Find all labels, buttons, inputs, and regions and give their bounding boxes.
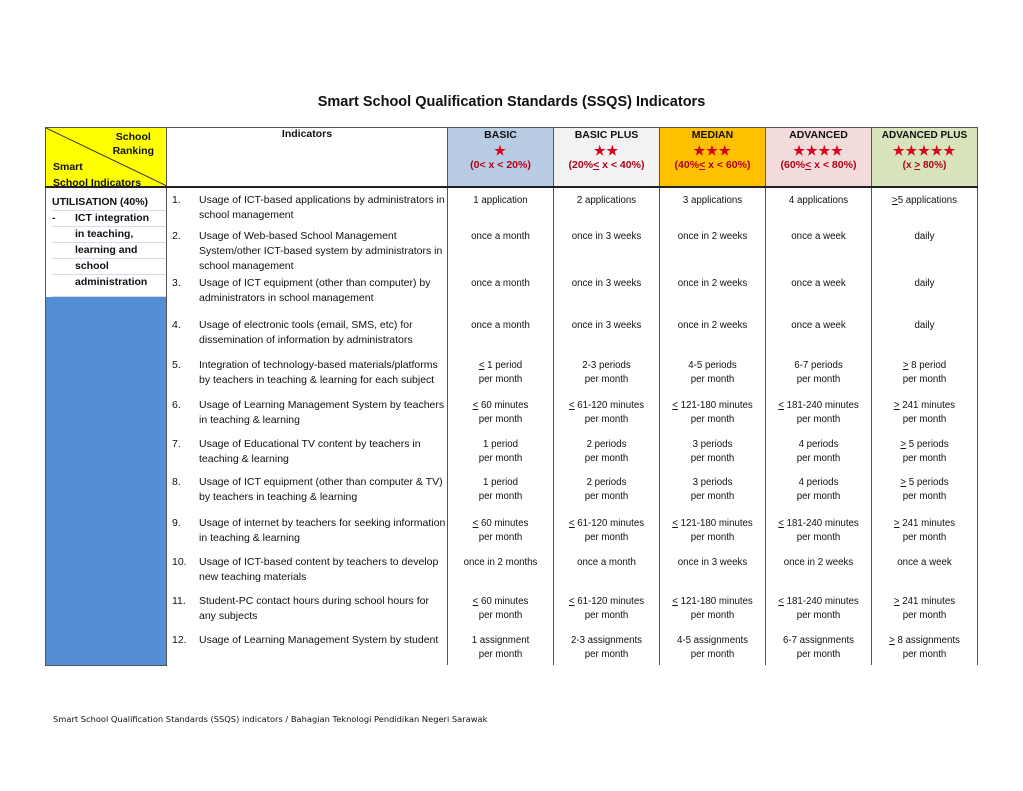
indicator-number: 9. bbox=[172, 517, 181, 529]
criteria-line: once in 3 weeks bbox=[571, 231, 642, 242]
level-header-basic: BASIC ★ (0< x < 20%) bbox=[448, 128, 554, 188]
indicator-number: 5. bbox=[172, 359, 181, 371]
criteria-cell bbox=[448, 510, 554, 549]
indicator-number: 8. bbox=[172, 476, 181, 488]
criteria-cell bbox=[660, 549, 766, 588]
criteria-line: > 8 assignments bbox=[889, 635, 960, 646]
criteria-cell bbox=[554, 627, 660, 665]
table-row bbox=[46, 352, 978, 392]
indicator-cell bbox=[167, 549, 448, 588]
indicator-number: 10. bbox=[172, 556, 187, 568]
indicator-text: Usage of internet by teachers for seeking information in teaching & learning bbox=[199, 517, 446, 544]
criteria-cell bbox=[554, 352, 660, 392]
criteria-line: per month bbox=[584, 373, 629, 385]
indicator-text: Usage of Educational TV content by teachers in teaching & learning bbox=[199, 438, 421, 465]
criteria-line: 1 period bbox=[482, 477, 518, 488]
criteria-line: 1 application bbox=[473, 195, 528, 206]
criteria-cell bbox=[766, 627, 872, 665]
indicator-cell bbox=[167, 313, 448, 352]
criteria-cell bbox=[660, 588, 766, 627]
criteria-line: per month bbox=[690, 531, 735, 543]
criteria-line: 6-7 periods bbox=[794, 360, 843, 371]
criteria-line: daily bbox=[914, 231, 935, 242]
criteria-line: per month bbox=[690, 452, 735, 464]
indicator-cell bbox=[167, 627, 448, 665]
indicator-text: Usage of Learning Management System by teachers in teaching & learning bbox=[199, 399, 445, 426]
utilisation-label: UTILISATION (40%) - ICT integration in teaching, learning and school administration bbox=[46, 188, 166, 297]
table-row bbox=[46, 431, 978, 470]
criteria-line: per month bbox=[690, 609, 735, 621]
indicator-number: 3. bbox=[172, 277, 181, 289]
criteria-cell bbox=[660, 274, 766, 313]
criteria-line: > 241 minutes bbox=[893, 596, 956, 607]
indicator-cell bbox=[167, 392, 448, 431]
criteria-line: per month bbox=[796, 648, 841, 660]
table-row bbox=[46, 274, 978, 313]
indicator-cell bbox=[167, 470, 448, 510]
criteria-line: per month bbox=[584, 609, 629, 621]
criteria-line: < 181-240 minutes bbox=[778, 596, 859, 607]
indicator-text: Student-PC contact hours during school hours for any subjects bbox=[199, 595, 429, 622]
criteria-line: per month bbox=[796, 609, 841, 621]
criteria-cell bbox=[554, 392, 660, 431]
corner-indicators-label: Smart School Indicators bbox=[53, 161, 142, 187]
criteria-line: 3 applications bbox=[682, 195, 743, 206]
criteria-line: once a week bbox=[791, 320, 846, 331]
criteria-line: per month bbox=[902, 373, 947, 385]
table-row bbox=[46, 224, 978, 274]
criteria-line: < 61-120 minutes bbox=[568, 400, 645, 411]
criteria-line: 2 periods bbox=[586, 477, 627, 488]
criteria-cell bbox=[660, 431, 766, 470]
criteria-line: 4 applications bbox=[788, 195, 849, 206]
criteria-cell bbox=[766, 549, 872, 588]
level-header-basic-plus: BASIC PLUS ★★ (20%< x < 40%) bbox=[554, 128, 660, 188]
criteria-line: < 60 minutes bbox=[472, 596, 529, 607]
table-row bbox=[46, 187, 978, 224]
criteria-line: once a month bbox=[471, 278, 530, 289]
criteria-cell bbox=[766, 352, 872, 392]
criteria-line: 2-3 periods bbox=[582, 360, 631, 371]
corner-cell bbox=[46, 128, 167, 188]
criteria-line: 4-5 assignments bbox=[676, 635, 749, 646]
criteria-cell bbox=[448, 352, 554, 392]
criteria-line: once a week bbox=[791, 278, 846, 289]
indicator-number: 1. bbox=[172, 194, 181, 206]
criteria-cell bbox=[554, 549, 660, 588]
criteria-line: < 60 minutes bbox=[472, 400, 529, 411]
indicator-number: 7. bbox=[172, 438, 181, 450]
indicator-cell bbox=[167, 224, 448, 274]
utilisation-cell bbox=[46, 187, 167, 665]
criteria-cell bbox=[872, 352, 978, 392]
criteria-line: per month bbox=[478, 452, 523, 464]
criteria-cell bbox=[554, 588, 660, 627]
level-header-advanced: ADVANCED ★★★★ (60%< x < 80%) bbox=[766, 128, 872, 188]
criteria-cell bbox=[872, 224, 978, 274]
table-row bbox=[46, 627, 978, 665]
indicator-text: Usage of Web-based School Management System/other ICT-based system by administrators in school management bbox=[199, 230, 443, 272]
criteria-cell bbox=[448, 588, 554, 627]
criteria-cell bbox=[872, 274, 978, 313]
indicator-cell bbox=[167, 588, 448, 627]
criteria-cell bbox=[660, 224, 766, 274]
criteria-cell bbox=[766, 187, 872, 224]
criteria-line: < 61-120 minutes bbox=[568, 596, 645, 607]
header-row bbox=[46, 128, 978, 188]
indicator-cell bbox=[167, 352, 448, 392]
indicator-number: 2. bbox=[172, 230, 181, 242]
criteria-line: < 121-180 minutes bbox=[672, 518, 753, 529]
criteria-line: per month bbox=[584, 490, 629, 502]
table-row bbox=[46, 510, 978, 549]
indicator-cell bbox=[167, 431, 448, 470]
table-row bbox=[46, 549, 978, 588]
criteria-cell bbox=[448, 392, 554, 431]
table-row bbox=[46, 588, 978, 627]
criteria-cell bbox=[660, 352, 766, 392]
criteria-cell bbox=[766, 313, 872, 352]
criteria-cell bbox=[448, 627, 554, 665]
criteria-cell bbox=[660, 470, 766, 510]
criteria-line: once in 3 weeks bbox=[571, 278, 642, 289]
criteria-cell bbox=[872, 313, 978, 352]
level-header-median: MEDIAN ★★★ (40%< x < 60%) bbox=[660, 128, 766, 188]
indicator-text: Usage of ICT equipment (other than computer & TV) by teachers in teaching & learning bbox=[199, 476, 443, 503]
criteria-line: per month bbox=[796, 531, 841, 543]
criteria-line: per month bbox=[902, 531, 947, 543]
criteria-line: < 181-240 minutes bbox=[778, 518, 859, 529]
criteria-line: per month bbox=[796, 452, 841, 464]
criteria-cell bbox=[766, 588, 872, 627]
criteria-cell bbox=[554, 313, 660, 352]
indicator-text: Usage of Learning Management System by student bbox=[199, 634, 439, 646]
indicator-number: 12. bbox=[172, 634, 187, 646]
star-icon: ★★★★ bbox=[793, 143, 844, 158]
criteria-line: once in 2 weeks bbox=[677, 320, 748, 331]
criteria-cell bbox=[448, 224, 554, 274]
indicators-header: Indicators bbox=[167, 128, 448, 188]
criteria-cell bbox=[554, 431, 660, 470]
criteria-line: per month bbox=[690, 648, 735, 660]
criteria-line: > 8 period bbox=[902, 360, 947, 371]
indicator-text: Usage of ICT-based content by teachers to develop new teaching materials bbox=[199, 556, 439, 583]
criteria-cell bbox=[660, 392, 766, 431]
criteria-line: per month bbox=[478, 648, 523, 660]
corner-ranking-label: School Ranking bbox=[112, 131, 154, 157]
criteria-line: per month bbox=[478, 609, 523, 621]
criteria-cell bbox=[872, 431, 978, 470]
star-icon: ★★★ bbox=[693, 143, 732, 158]
criteria-cell bbox=[554, 274, 660, 313]
criteria-line: per month bbox=[478, 373, 523, 385]
indicator-cell bbox=[167, 274, 448, 313]
table-row bbox=[46, 392, 978, 431]
criteria-line: > 5 periods bbox=[900, 477, 949, 488]
criteria-cell bbox=[660, 187, 766, 224]
criteria-cell bbox=[554, 187, 660, 224]
criteria-cell bbox=[554, 224, 660, 274]
ssqs-table bbox=[45, 127, 978, 666]
criteria-line: once a month bbox=[471, 320, 530, 331]
criteria-line: per month bbox=[902, 452, 947, 464]
criteria-cell bbox=[766, 392, 872, 431]
indicator-number: 4. bbox=[172, 319, 181, 331]
star-icon: ★★ bbox=[593, 143, 620, 158]
criteria-cell bbox=[766, 431, 872, 470]
criteria-line: >5 applications bbox=[892, 195, 957, 206]
indicator-number: 11. bbox=[172, 595, 186, 607]
criteria-line: once in 2 weeks bbox=[677, 278, 748, 289]
criteria-line: < 60 minutes bbox=[472, 518, 529, 529]
criteria-line: 1 period bbox=[482, 439, 518, 450]
criteria-line: per month bbox=[902, 490, 947, 502]
indicator-text: Usage of electronic tools (email, SMS, etc) for dissemination of information by administrators bbox=[199, 319, 413, 346]
criteria-line: once in 2 months bbox=[463, 557, 538, 568]
criteria-line: once a month bbox=[471, 231, 530, 242]
criteria-cell bbox=[448, 187, 554, 224]
level-header-advanced-plus: ADVANCED PLUS ★★★★★ (x > 80%) bbox=[872, 128, 978, 188]
criteria-cell bbox=[766, 274, 872, 313]
criteria-line: < 1 period bbox=[478, 360, 523, 371]
criteria-line: 3 periods bbox=[692, 439, 733, 450]
criteria-line: per month bbox=[902, 413, 947, 425]
criteria-cell bbox=[872, 187, 978, 224]
criteria-line: daily bbox=[914, 278, 935, 289]
criteria-cell bbox=[660, 313, 766, 352]
criteria-line: per month bbox=[584, 452, 629, 464]
criteria-line: 3 periods bbox=[692, 477, 733, 488]
criteria-cell bbox=[660, 627, 766, 665]
indicator-text: Integration of technology-based materials/platforms by teachers in teaching & learning for each subject bbox=[199, 359, 438, 386]
page-title: Smart School Qualification Standards (SSQS) Indicators bbox=[317, 94, 706, 110]
criteria-line: < 61-120 minutes bbox=[568, 518, 645, 529]
star-icon: ★★★★★ bbox=[892, 143, 957, 158]
page-footer: Smart School Qualification Standards (SSQS) indicators / Bahagian Teknologi Pendidikan Negeri Sarawak bbox=[53, 714, 488, 724]
criteria-line: once a week bbox=[897, 557, 952, 568]
criteria-line: 4-5 periods bbox=[688, 360, 737, 371]
criteria-line: daily bbox=[914, 320, 935, 331]
criteria-line: < 121-180 minutes bbox=[672, 596, 753, 607]
criteria-line: 4 periods bbox=[798, 439, 839, 450]
criteria-line: per month bbox=[796, 490, 841, 502]
criteria-line: 2 periods bbox=[586, 439, 627, 450]
indicator-rows bbox=[46, 187, 978, 665]
criteria-line: per month bbox=[690, 413, 735, 425]
criteria-line: per month bbox=[584, 413, 629, 425]
criteria-cell bbox=[766, 470, 872, 510]
criteria-cell bbox=[872, 549, 978, 588]
criteria-line: < 121-180 minutes bbox=[672, 400, 753, 411]
criteria-line: per month bbox=[584, 531, 629, 543]
indicator-text: Usage of ICT-based applications by administrators in school management bbox=[199, 194, 445, 221]
criteria-line: once a month bbox=[577, 557, 636, 568]
criteria-line: per month bbox=[584, 648, 629, 660]
criteria-line: once in 2 weeks bbox=[677, 231, 748, 242]
criteria-line: 2 applications bbox=[576, 195, 637, 206]
criteria-line: per month bbox=[690, 490, 735, 502]
indicator-number: 6. bbox=[172, 399, 181, 411]
indicator-cell bbox=[167, 510, 448, 549]
table-row bbox=[46, 470, 978, 510]
criteria-cell bbox=[766, 510, 872, 549]
criteria-line: per month bbox=[902, 609, 947, 621]
criteria-cell bbox=[872, 392, 978, 431]
criteria-cell bbox=[872, 470, 978, 510]
criteria-cell bbox=[872, 510, 978, 549]
indicator-cell bbox=[167, 187, 448, 224]
criteria-cell bbox=[872, 588, 978, 627]
criteria-line: 1 assignment bbox=[471, 635, 530, 646]
criteria-line: once in 2 weeks bbox=[783, 557, 854, 568]
criteria-cell bbox=[448, 431, 554, 470]
criteria-cell bbox=[448, 470, 554, 510]
criteria-line: once in 3 weeks bbox=[571, 320, 642, 331]
criteria-line: once a week bbox=[791, 231, 846, 242]
criteria-line: 2-3 assignments bbox=[570, 635, 643, 646]
criteria-line: per month bbox=[796, 413, 841, 425]
criteria-cell bbox=[448, 549, 554, 588]
criteria-cell bbox=[448, 274, 554, 313]
criteria-line: per month bbox=[478, 490, 523, 502]
criteria-line: per month bbox=[690, 373, 735, 385]
criteria-line: once in 3 weeks bbox=[677, 557, 748, 568]
criteria-line: per month bbox=[796, 373, 841, 385]
criteria-cell bbox=[554, 510, 660, 549]
criteria-cell bbox=[766, 224, 872, 274]
criteria-cell bbox=[448, 313, 554, 352]
criteria-cell bbox=[554, 470, 660, 510]
criteria-cell bbox=[660, 510, 766, 549]
star-icon: ★ bbox=[494, 143, 507, 158]
criteria-line: per month bbox=[478, 531, 523, 543]
criteria-line: < 181-240 minutes bbox=[778, 400, 859, 411]
table-row bbox=[46, 313, 978, 352]
criteria-line: 6-7 assignments bbox=[782, 635, 855, 646]
criteria-cell bbox=[872, 627, 978, 665]
criteria-line: 4 periods bbox=[798, 477, 839, 488]
criteria-line: per month bbox=[902, 648, 947, 660]
criteria-line: > 5 periods bbox=[900, 439, 949, 450]
criteria-line: > 241 minutes bbox=[893, 400, 956, 411]
criteria-line: > 241 minutes bbox=[893, 518, 956, 529]
indicator-text: Usage of ICT equipment (other than computer) by administrators in school management bbox=[199, 277, 431, 304]
criteria-line: per month bbox=[478, 413, 523, 425]
